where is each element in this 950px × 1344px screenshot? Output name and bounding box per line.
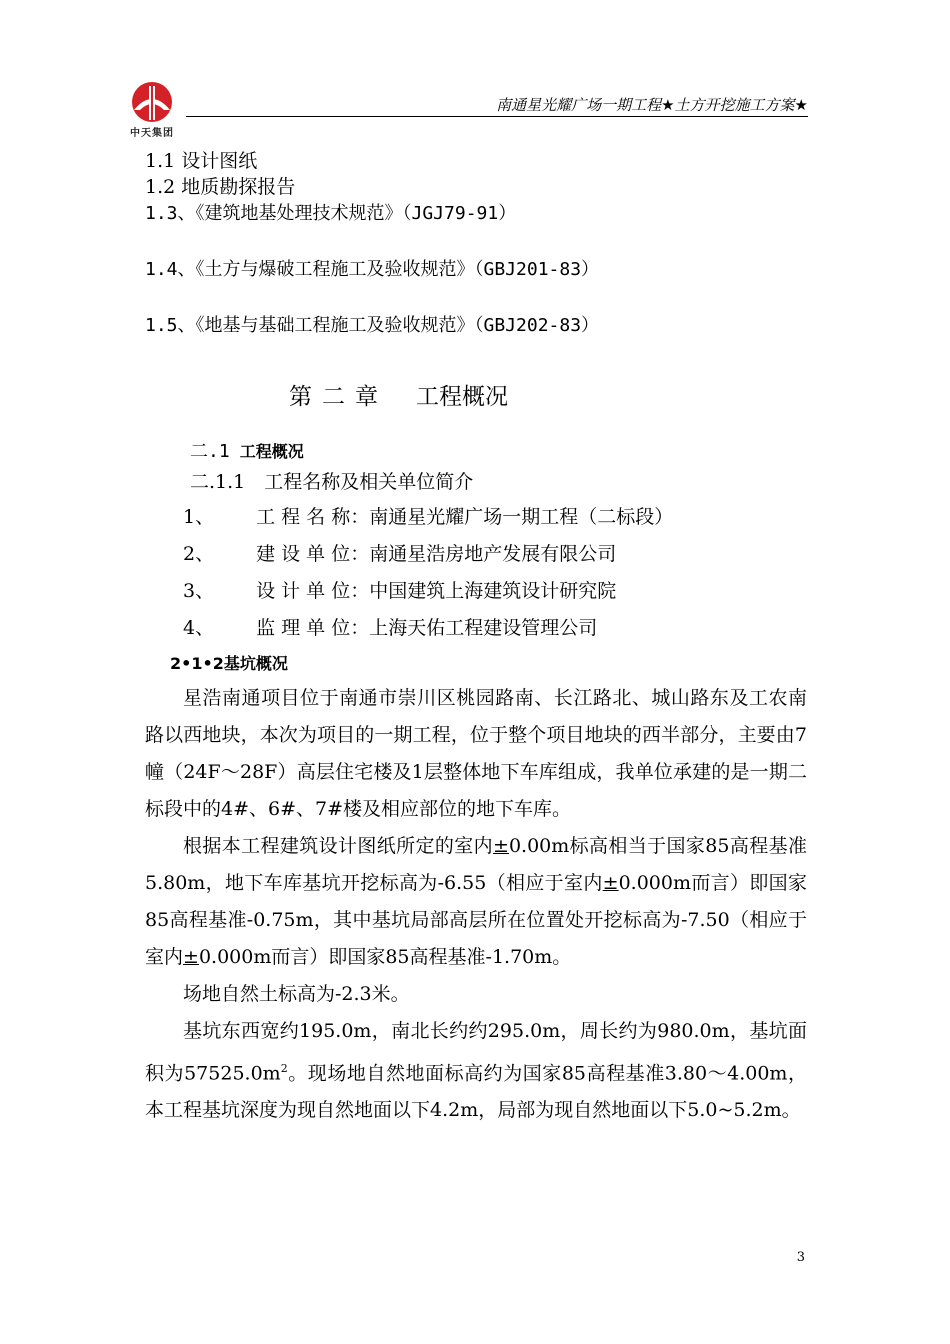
unit-label: 建 设 单 位： xyxy=(256,543,370,565)
chapter-heading xyxy=(289,378,508,411)
paragraph: 场地自然土标高为-2.3米。 xyxy=(183,983,410,1005)
section-heading xyxy=(190,440,304,463)
unit-num: 1、 xyxy=(183,506,215,528)
unit-row xyxy=(183,543,616,566)
subsection-heading: 二.1.1 工程名称及相关单位简介 xyxy=(190,471,474,493)
header-title: 南通星光耀广场一期工程★土方开挖施工方案★ xyxy=(496,96,808,114)
section-title: 工程概况 xyxy=(239,442,304,461)
pit-description xyxy=(145,680,807,1129)
unit-num: 4、 xyxy=(183,617,215,639)
unit-value: 南通星光耀广场一期工程（二标段） xyxy=(369,506,674,528)
pit-heading: 2•1•2基坑概况 xyxy=(170,654,288,673)
basis-item-3: 1.3、《建筑地基处理技术规范》（JGJ79-91） xyxy=(145,203,517,224)
unit-value: 中国建筑上海建筑设计研究院 xyxy=(369,580,617,602)
paragraph: 根据本工程建筑设计图纸所定的室内±0.00m标高相当于国家85高程基准5.80m，地下车库基坑开挖标高为-6.55（相应于室内±0.000m而言）即国家85高程基准-0.75m，其中基坑局部高层所在位置处开挖标高为-7.50（相应于室内±0.000m而言）即国家85高程基准-1.70m。 xyxy=(145,835,807,968)
unit-row xyxy=(183,617,597,640)
unit-num: 2、 xyxy=(183,543,215,565)
unit-value: 南通星浩房地产发展有限公司 xyxy=(369,543,617,565)
unit-value: 上海天佑工程建设管理公司 xyxy=(369,617,598,639)
unit-row xyxy=(183,506,673,529)
unit-num: 3、 xyxy=(183,580,215,602)
page-number: 3 xyxy=(796,1250,805,1265)
basis-item-4: 1.4、《土方与爆破工程施工及验收规范》（GBJ201-83） xyxy=(145,259,600,280)
basis-item-2: 1.2 地质勘探报告 xyxy=(145,176,296,198)
unit-label: 工 程 名 称： xyxy=(256,506,370,528)
logo-text: 中天集团 xyxy=(130,128,174,139)
chapter-title: 工程概况 xyxy=(416,384,508,410)
paragraph: 基坑东西宽约195.0m，南北长约约295.0m，周长约为980.0m，基坑面积为$57525.0m^2$。现场地自然地面标高约为国家85高程基准3.80～4.00m，本工程基坑深度为现自然地面以下4.2m，局部为现自然地面以下5.0~5.2m。 xyxy=(145,1020,807,1122)
basis-item-5: 1.5、《地基与基础工程施工及验收规范》（GBJ202-83） xyxy=(145,315,600,336)
chapter-number: 第二章 xyxy=(289,384,388,410)
unit-label: 监 理 单 位： xyxy=(256,617,370,639)
section-number: 二.1 xyxy=(190,441,230,462)
paragraph: 星浩南通项目位于南通市崇川区桃园路南、长江路北、城山路东及工农南路以西地块，本次为项目的一期工程，位于整个项目地块的西半部分，主要由7幢（24F～28F）高层住宅楼及1层整体地下车库组成，我单位承建的是一期二标段中的4#、6#、7#楼及相应部位的地下车库。 xyxy=(145,687,807,820)
basis-item-1: 1.1 设计图纸 xyxy=(145,150,258,172)
header-divider xyxy=(186,116,808,117)
unit-row xyxy=(183,580,616,603)
unit-label: 设 计 单 位： xyxy=(256,580,370,602)
